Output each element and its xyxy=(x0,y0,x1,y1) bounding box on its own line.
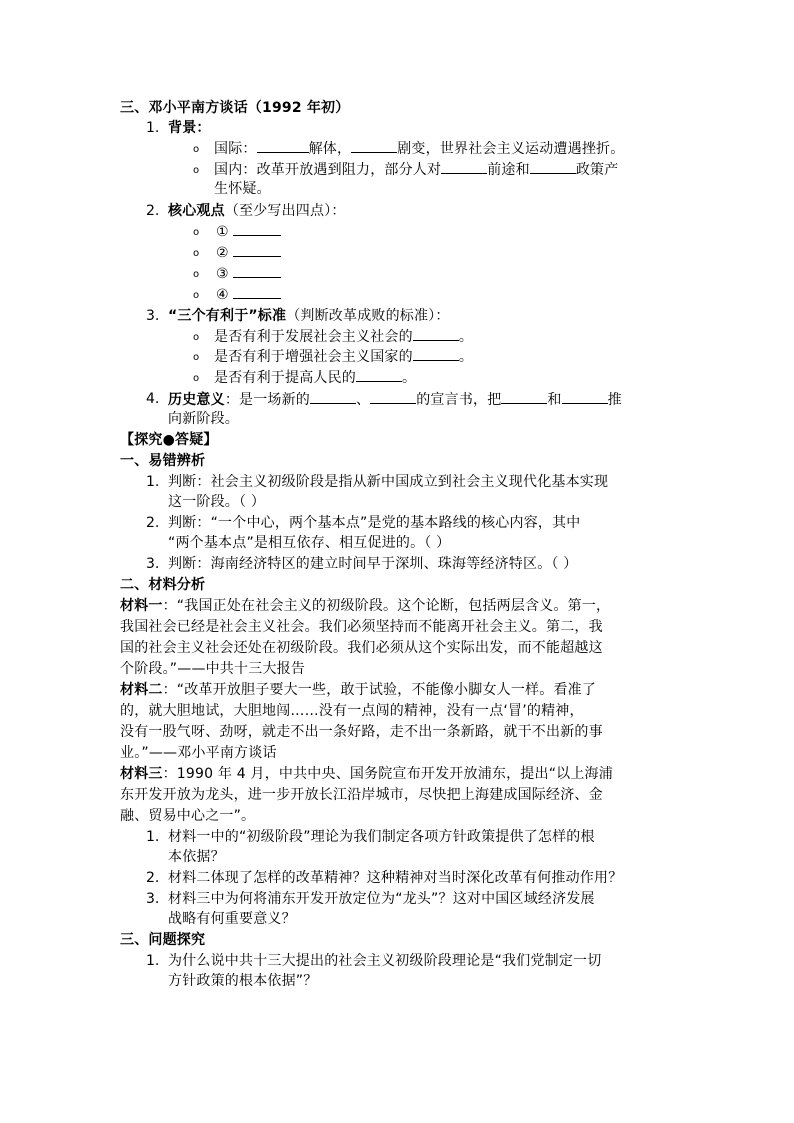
bullet-icon: o xyxy=(193,290,200,301)
blank-line xyxy=(233,263,281,278)
list-number: 1. xyxy=(146,474,160,490)
core-view-4: ④ xyxy=(216,284,281,305)
list-number: 1. xyxy=(146,120,160,136)
inquiry-1-cont: 方针政策的根本依据”？ xyxy=(168,973,318,989)
blank-line xyxy=(233,221,281,236)
blank-line xyxy=(233,284,281,299)
bullet-icon: o xyxy=(193,248,200,259)
section-title-errors: 一、易错辨析 xyxy=(120,453,206,469)
bullet-icon: o xyxy=(193,227,200,238)
section-title-material: 二、材料分析 xyxy=(120,577,206,593)
material-1-line-4: 个阶段。”——中共十三大报告 xyxy=(120,661,306,677)
list-number: 3. xyxy=(146,308,160,324)
core-view-1: ① xyxy=(216,221,281,242)
section-title-deng-south-talk: 三、邓小平南方谈话（1992 年初） xyxy=(120,100,350,116)
question-1: 材料一中的“初级阶段”理论为我们制定各项方针政策提供了怎样的根 xyxy=(168,829,595,845)
list-number: 1. xyxy=(146,829,160,845)
judgement-2: 判断：“一个中心，两个基本点”是党的基本路线的核心内容，其中 xyxy=(168,515,581,531)
blank-line xyxy=(413,346,459,361)
material-1-line-3: 国的社会主义社会还处在初级阶段。我们必须从这个实际出发，而不能超越这 xyxy=(120,640,603,656)
judgement-3: 判断：海南经济特区的建立时间早于深圳、珠海等经济特区。（ ） xyxy=(168,556,578,572)
list-number: 2. xyxy=(146,870,160,886)
material-3-line-2: 东开发开放为龙头，进一步开放长江沿岸城市，尽快把上海建成国际经济、金 xyxy=(120,787,603,803)
background-domestic: 国内：改革开放遇到阻力，部分人对 前途和 政策产 xyxy=(214,159,618,180)
list-number: 3. xyxy=(146,891,160,907)
core-view-2: ② xyxy=(216,242,281,263)
question-3: 材料三中为何将浦东开发开放定位为“龙头”？这对中国区域经济发展 xyxy=(168,891,595,907)
blank-line xyxy=(530,159,576,174)
core-views-label: 核心观点（至少写出四点）： xyxy=(168,203,346,219)
bullet-icon: o xyxy=(193,165,200,176)
judgement-2-cont: “两个基本点”是相互依存、相互促进的。（ ） xyxy=(168,535,451,551)
blank-line xyxy=(413,326,459,341)
core-view-3: ③ xyxy=(216,263,281,284)
three-benefits-3: 是否有利于提高人民的 。 xyxy=(214,367,416,388)
inquiry-1: 为什么说中共十三大提出的社会主义初级阶段理论是“我们党制定一切 xyxy=(168,953,602,969)
blank-line xyxy=(233,242,281,257)
section-title-inquiry: 三、问题探究 xyxy=(120,932,206,948)
list-number: 1. xyxy=(146,953,160,969)
blank-line xyxy=(501,389,547,404)
bullet-icon: o xyxy=(193,269,200,280)
three-benefits-2: 是否有利于增强社会主义国家的 。 xyxy=(214,346,473,367)
explore-header: 【探究●答疑】 xyxy=(120,432,218,448)
judgement-1: 判断：社会主义初级阶段是指从新中国成立到社会主义现代化基本实现 xyxy=(168,474,609,490)
background-label: 背景： xyxy=(168,120,211,136)
blank-line xyxy=(441,159,487,174)
bullet-icon: o xyxy=(193,144,200,155)
bullet-icon: o xyxy=(193,373,200,384)
material-2-line-2: 的，就大胆地试，大胆地闯……没有一点闯的精神，没有一点‘冒’的精神， xyxy=(120,703,584,719)
question-1-cont: 本依据？ xyxy=(168,849,225,865)
background-international: 国际： 解体， 剧变，世界社会主义运动遭遇挫折。 xyxy=(214,138,624,159)
blank-line xyxy=(356,367,402,382)
bullet-icon: o xyxy=(193,332,200,343)
background-domestic-cont: 生怀疑。 xyxy=(214,181,271,197)
list-number: 2. xyxy=(146,203,160,219)
blank-line xyxy=(351,138,397,153)
blank-line xyxy=(310,389,356,404)
question-3-cont: 战略有何重要意义？ xyxy=(168,911,296,927)
blank-line xyxy=(562,389,608,404)
list-number: 4. xyxy=(146,391,160,407)
material-2-line-3: 没有一股气呀、劲呀，就走不出一条好路，走不出一条新路，就干不出新的事 xyxy=(120,724,603,740)
question-2: 材料二体现了怎样的改革精神？这种精神对当时深化改革有何推动作用？ xyxy=(168,870,623,886)
material-3-line-1: 材料三：1990 年 4 月，中共中央、国务院宣布开发开放浦东，提出“以上海浦 xyxy=(120,766,613,782)
material-2-line-1: 材料二：“改革开放胆子要大一些，敢于试验，不能像小脚女人一样。看准了 xyxy=(120,682,597,698)
judgement-1-cont: 这一阶段。（ ） xyxy=(168,494,266,510)
three-benefits-label: “三个有利于”标准（判断改革成败的标准）： xyxy=(168,308,450,324)
three-benefits-1: 是否有利于发展社会主义社会的 。 xyxy=(214,326,473,347)
material-1-line-1: 材料一：“我国正处在社会主义的初级阶段。这个论断，包括两层含义。第一， xyxy=(120,598,611,614)
material-1-line-2: 我国社会已经是社会主义社会。我们必须坚持而不能离开社会主义。第二，我 xyxy=(120,619,603,635)
historical-significance-cont: 向新阶段。 xyxy=(168,411,239,427)
material-2-line-4: 业。”——邓小平南方谈话 xyxy=(120,745,277,761)
blank-line xyxy=(370,389,416,404)
bullet-icon: o xyxy=(193,352,200,363)
material-3-line-3: 融、贸易中心之一”。 xyxy=(120,808,256,824)
list-number: 2. xyxy=(146,515,160,531)
list-number: 3. xyxy=(146,556,160,572)
historical-significance: 历史意义：是一场新的 、 的宣言书，把 和 推 xyxy=(168,389,622,410)
blank-line xyxy=(257,138,309,153)
